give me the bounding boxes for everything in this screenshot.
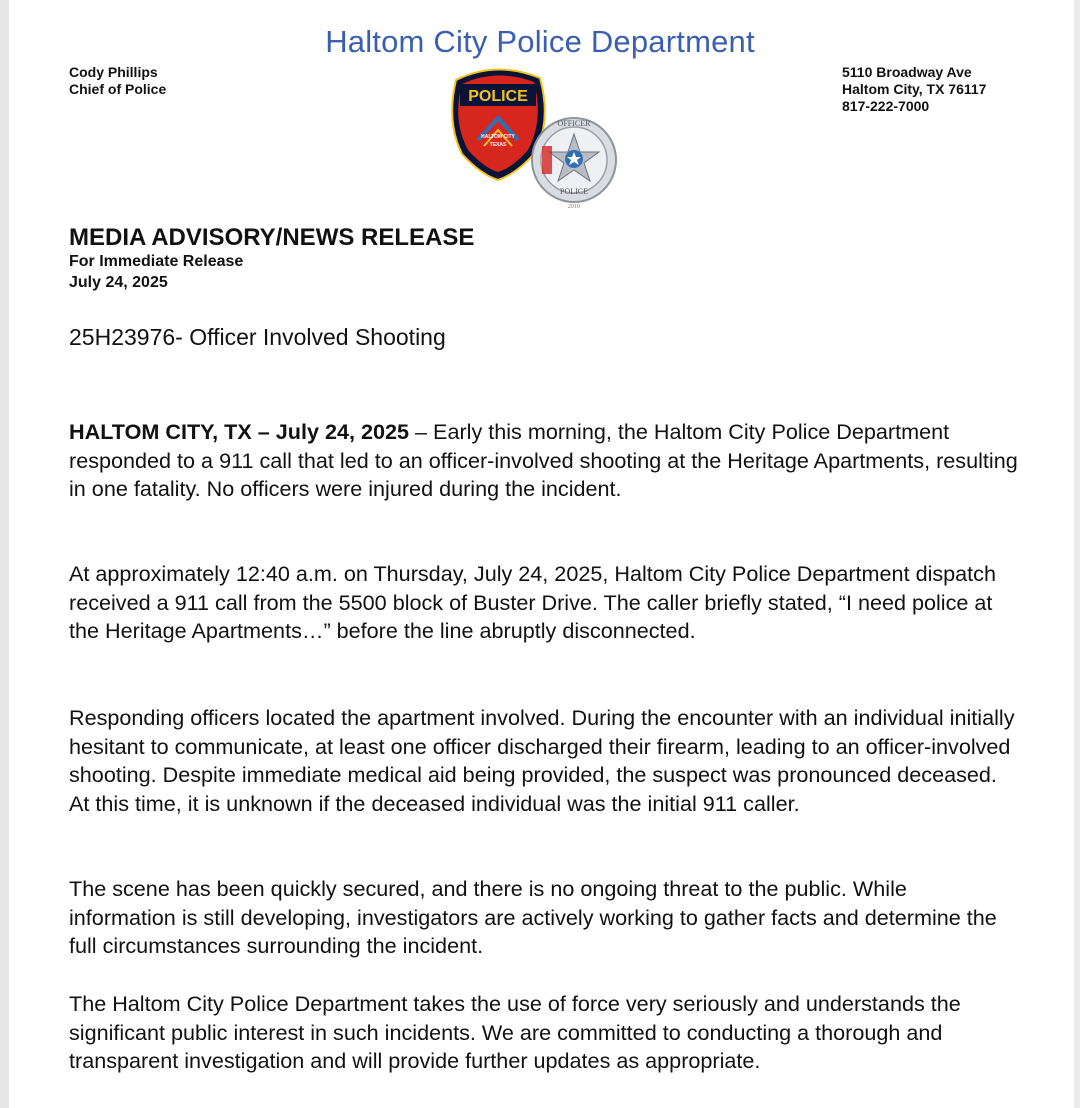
police-patch-logo <box>452 69 545 180</box>
paragraph-2: At approximately 12:40 a.m. on Thursday, July 24, 2025, Haltom City Police Department dispatch received a 911 call from the 5500 block of Buster Drive. The caller briefly stated, “I need police at the Heritage Apartments…” before the line abruptly disconnected. <box>69 561 996 643</box>
paragraph-1 <box>69 418 1019 504</box>
chief-name: Cody Phillips <box>69 64 158 80</box>
chief-title: Chief of Police <box>69 81 167 97</box>
release-heading: MEDIA ADVISORY/NEWS RELEASE <box>69 224 475 251</box>
dateline: HALTOM CITY, TX – July 24, 2025 <box>69 419 410 444</box>
address-line1: 5110 Broadway Ave <box>842 64 972 80</box>
release-subheading: For Immediate Release <box>69 253 244 270</box>
paragraph-4: The scene has been quickly secured, and there is no ongoing threat to the public. While information is still developing, investigators are actively working to gather facts and determine the full circumstances surrounding the incident. <box>69 876 997 958</box>
svg-text:OFFICER: OFFICER <box>557 119 591 128</box>
chief-block <box>69 64 166 98</box>
org-title: Haltom City Police Department <box>325 24 755 59</box>
officer-badge-logo <box>532 118 616 210</box>
release-date: July 24, 2025 <box>69 274 168 291</box>
svg-text:TEXAS: TEXAS <box>489 142 507 148</box>
paragraph-1-text: – Early this morning, the Haltom City Police Department responded to a 911 call that led to an officer-involved shooting at the Heritage Apartments, resulting in one fatality. No officers were injured during the incident. <box>69 419 1018 501</box>
phone-number: 817-222-7000 <box>842 98 930 114</box>
paragraph-5: The Haltom City Police Department takes the use of force very seriously and understands the significant public interest in such incidents. We are committed to conducting a thorough and transparent investigation and will provide further updates as appropriate. <box>69 991 961 1073</box>
case-title: 25H23976- Officer Involved Shooting <box>69 324 446 350</box>
svg-text:HALTOM CITY: HALTOM CITY <box>481 134 515 140</box>
svg-text:POLICE: POLICE <box>468 88 528 105</box>
svg-text:2010: 2010 <box>568 204 580 210</box>
address-line2: Haltom City, TX 76117 <box>842 81 987 97</box>
department-logos <box>446 62 626 220</box>
paragraph-3: Responding officers located the apartment involved. During the encounter with an individual initially hesitant to communicate, at least one officer discharged their firearm, leading to an officer-involved shooting. Despite immediate medical aid being provided, the suspect was pronounced deceased. At this time, it is unknown if the deceased individual was the initial 911 caller. <box>69 705 1015 816</box>
page-edge-left <box>0 0 9 1108</box>
svg-text:POLICE: POLICE <box>560 187 588 196</box>
address-block <box>842 64 986 115</box>
page-edge-right <box>1074 0 1080 1108</box>
